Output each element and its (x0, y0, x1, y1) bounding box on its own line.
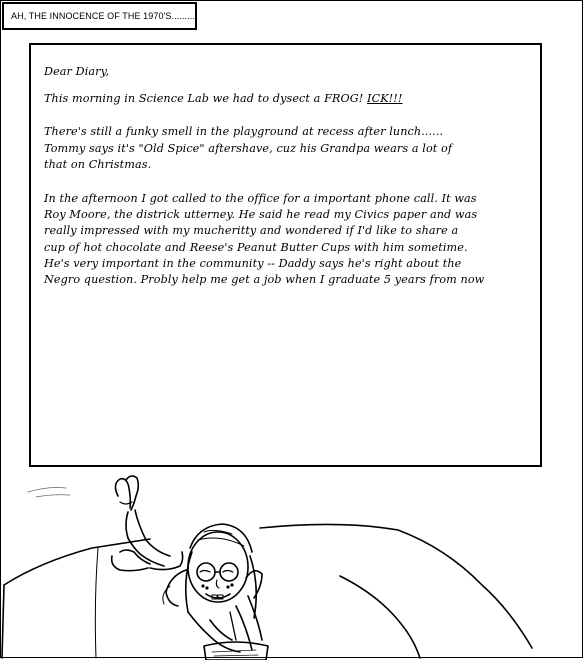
diary-line: that on Christmas. (44, 157, 152, 171)
diary-line: He's very important in the community -- Daddy says he's right about the (44, 256, 462, 270)
diary-line: There's still a funky smell in the playground at recess after lunch...... (44, 125, 444, 139)
diary-line: Negro question. Probly help me get a job when I graduate 5 years from now (44, 273, 485, 287)
caption-box (2, 2, 197, 30)
diary-line: Roy Moore, the districk utterney. He said he read my Civics paper and was (44, 208, 478, 222)
caption-text: AH, THE INNOCENCE OF THE 1970'S......... (11, 11, 195, 21)
diary-line: In the afternoon I got called to the office for a important phone call. It was (44, 192, 477, 206)
diary-line: cup of hot chocolate and Reese's Peanut Butter Cups with him sometime. (44, 240, 468, 254)
diary-line-frog (44, 91, 539, 107)
diary-line-frog-text: This morning in Science Lab we had to dysect a FROG! (44, 92, 368, 106)
diary-line-frog-emphasis: ICK!!! (367, 92, 403, 106)
diary-line: Tommy says it's "Old Spice" aftershave, cuz his Grandpa wears a lot of (44, 141, 453, 155)
diary-greeting: Dear Diary, (44, 65, 110, 78)
girl-lying-on-bed-writing-diary-icon (0, 470, 585, 660)
diary-entry (44, 64, 539, 288)
diary-page (29, 43, 542, 467)
diary-line: really impressed with my mucheritty and wondered if I'd like to share a (44, 224, 459, 238)
